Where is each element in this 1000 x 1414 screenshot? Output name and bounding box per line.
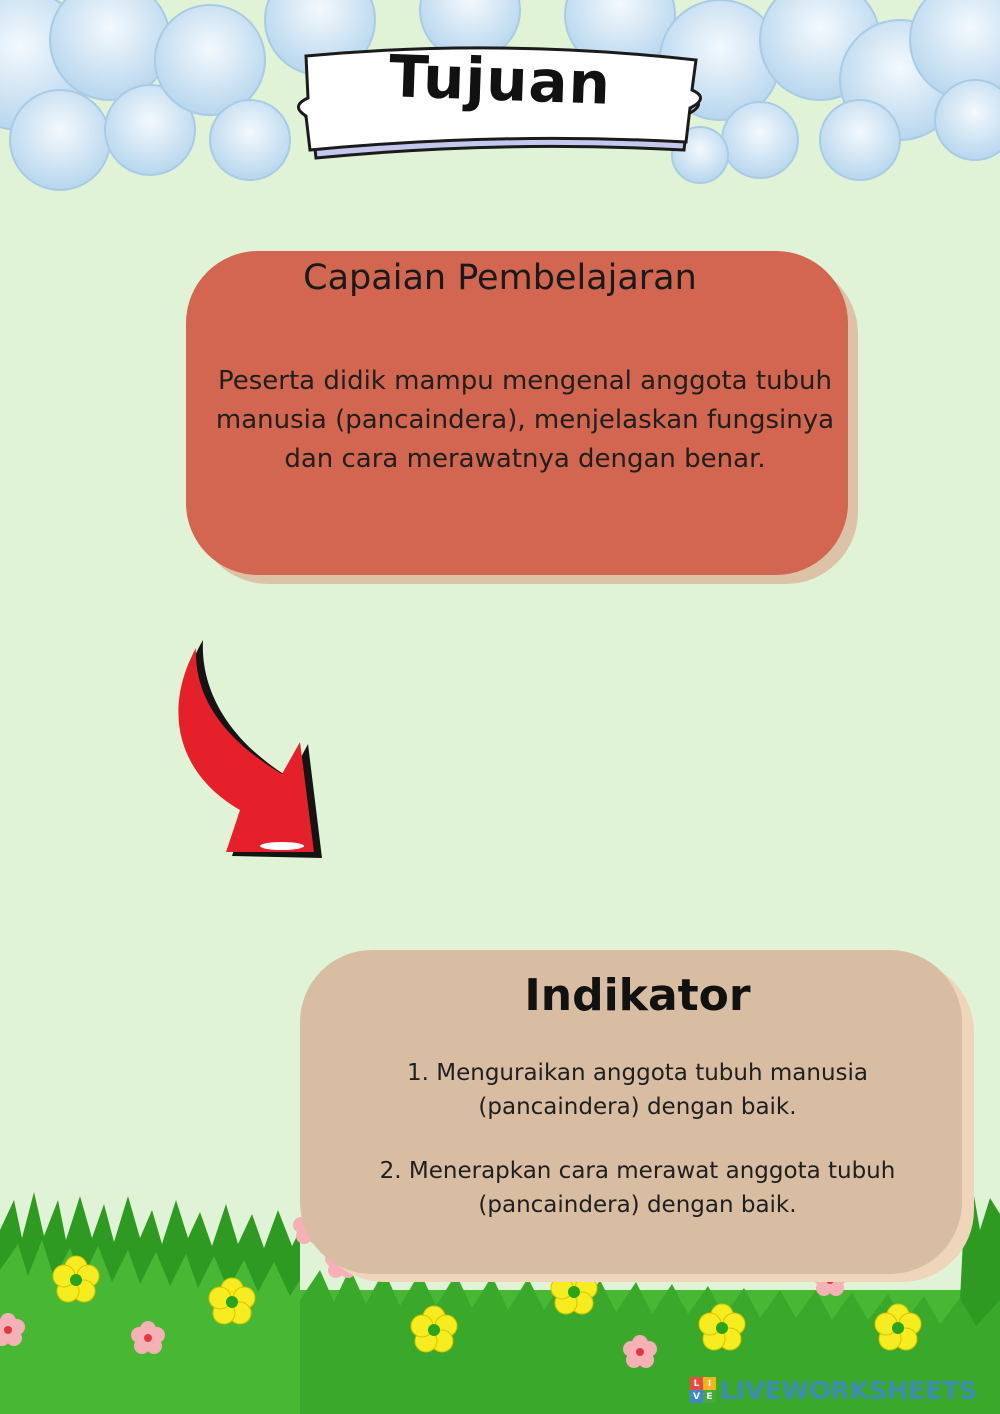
page-title: Tujuan <box>387 42 613 118</box>
indikator-item-line: 1. Menguraikan anggota tubuh manusia <box>407 1060 868 1086</box>
indikator-title: Indikator <box>524 970 751 1021</box>
list-item <box>300 1154 975 1222</box>
indikator-list <box>300 1056 975 1252</box>
capaian-body-line: Peserta didik mampu mengenal anggota tubuh <box>217 366 833 396</box>
logo-letter: V <box>690 1390 703 1403</box>
capaian-body-line: dan cara merawatnya dengan benar. <box>284 444 766 474</box>
indikator-item-line: (pancaindera) dengan baik. <box>478 1192 797 1218</box>
logo-letter: I <box>703 1377 716 1390</box>
capaian-title: Capaian Pembelajaran <box>303 258 697 298</box>
liveworksheets-watermark[interactable] <box>690 1374 990 1406</box>
liveworksheets-logo-icon <box>690 1377 716 1403</box>
watermark-text: LIVEWORKSHEETS <box>720 1375 978 1405</box>
indikator-item-line: (pancaindera) dengan baik. <box>478 1094 797 1120</box>
indikator-item-line: 2. Menerapkan cara merawat anggota tubuh <box>379 1158 896 1184</box>
list-item <box>300 1056 975 1124</box>
capaian-body-line: manusia (pancaindera), menjelaskan fungsinya <box>215 405 835 435</box>
logo-letter: E <box>703 1390 716 1403</box>
logo-letter: L <box>690 1377 703 1390</box>
